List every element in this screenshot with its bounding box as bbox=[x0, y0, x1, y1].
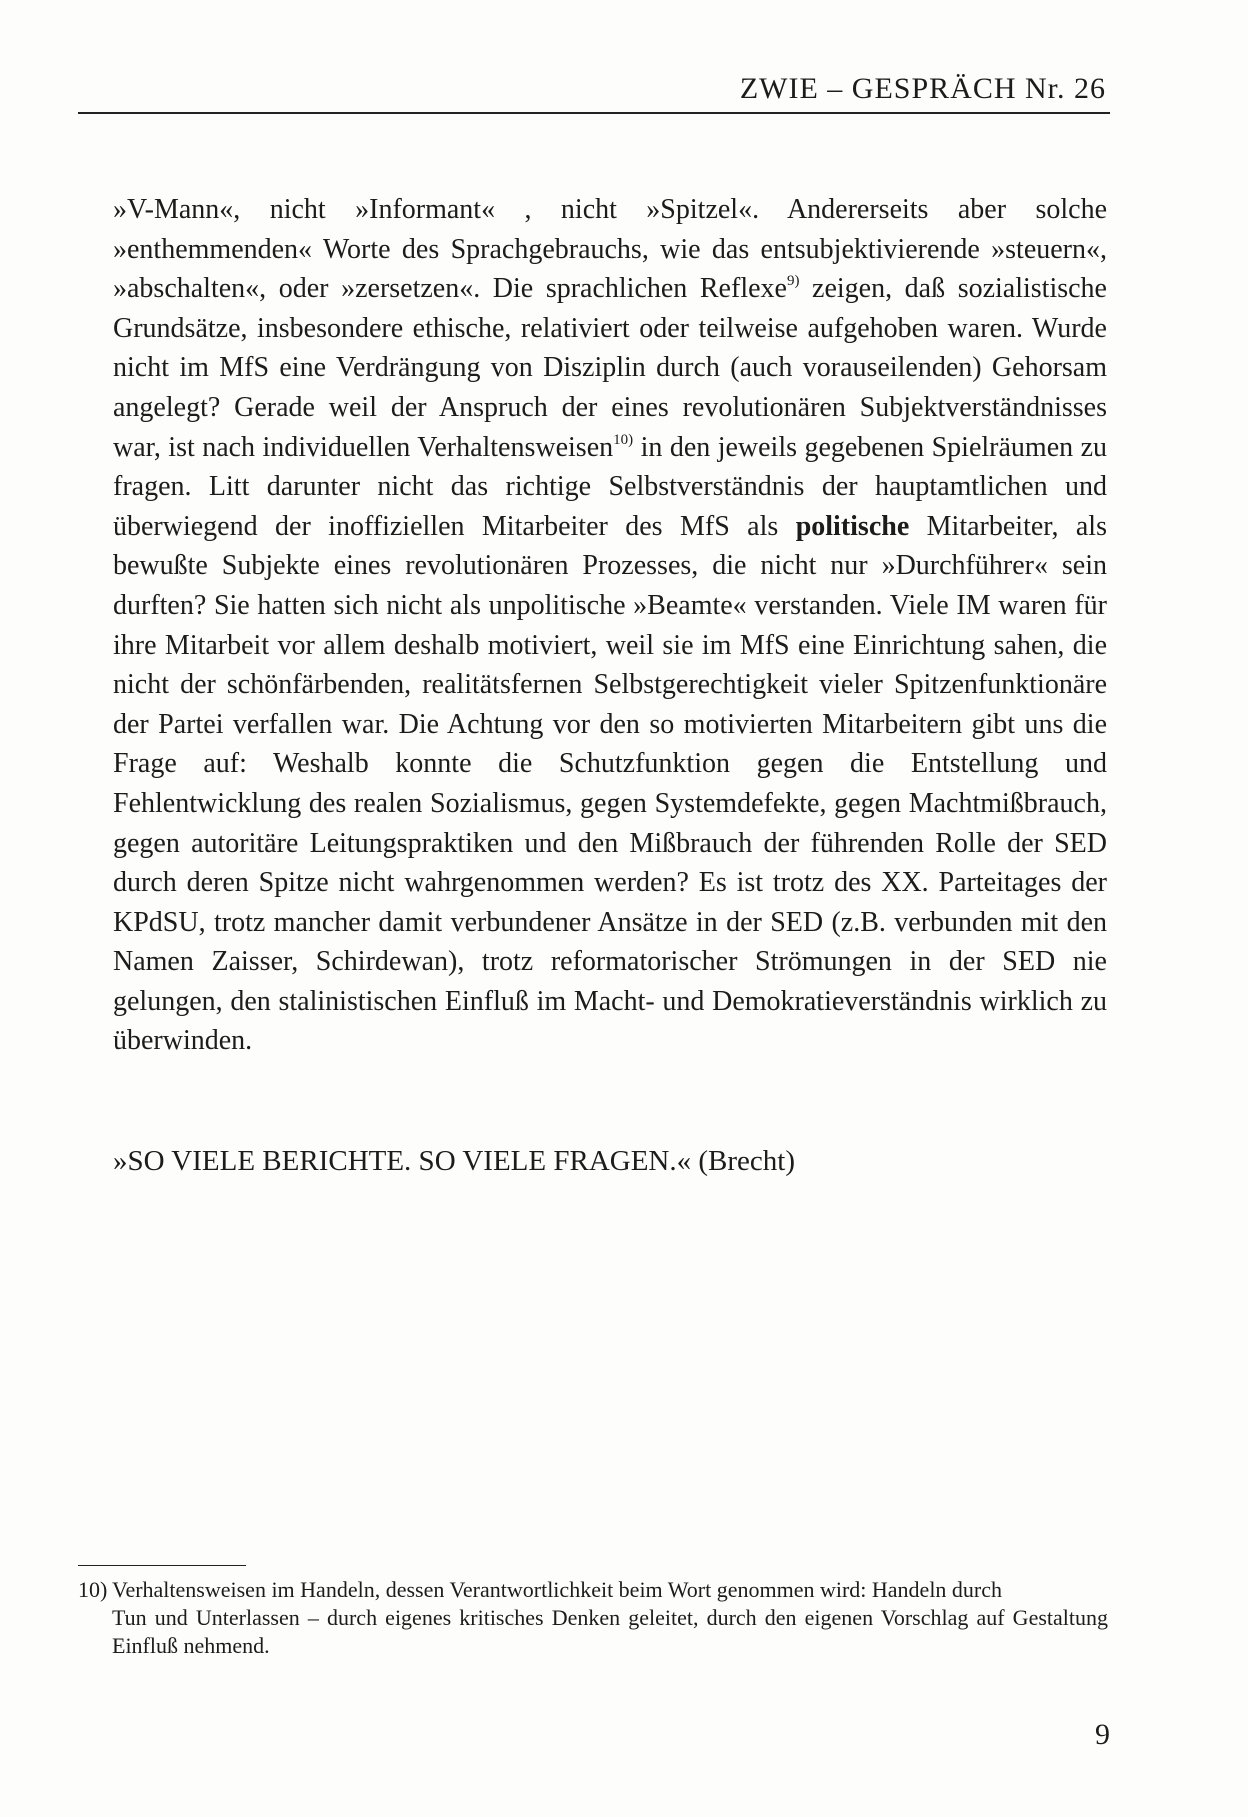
footnote-divider bbox=[78, 1565, 246, 1566]
body-text-part-1: »V-Mann«, nicht »Informant« , nicht »Spitzel«. Andererseits aber solche »enthemmenden« Worte des Sprachgebrauchs, wie das entsubjektivierende »steuern«, »abschalten«, oder »zersetzen«. Die sprachlichen Reflexe bbox=[113, 194, 1107, 305]
page-number: 9 bbox=[1095, 1718, 1110, 1751]
footnote-continuation: Tun und Unterlassen – durch eigenes kritisches Denken geleitet, durch den eigenen Vorschlag auf Gestaltung Einfluß nehmend. bbox=[112, 1605, 1108, 1658]
body-text-part-3: in den jeweils gegebenen Spielräumen zu fragen. Litt darunter nicht das richtige Selbstverständnis der hauptamtlichen und überwiegend der inoffiziellen Mitarbeiter des MfS als bbox=[113, 431, 1107, 542]
running-header bbox=[78, 74, 1110, 114]
body-paragraph bbox=[113, 190, 1107, 1061]
bold-word: politische bbox=[795, 510, 910, 542]
footnote-10 bbox=[78, 1576, 1108, 1660]
running-title: ZWIE – GESPRÄCH Nr. 26 bbox=[739, 72, 1106, 105]
body-text-part-4: Mitarbeiter, als bewußte Subjekte eines revolutionären Prozesses, die nicht nur »Durchführer« sein durften? Sie hatten sich nicht als unpolitische »Beamte« verstanden. Viele IM waren für ihre Mitarbeit vor allem deshalb motiviert, weil sie im MfS eine Einrichtung sahen, die nicht der schönfärbenden, realitätsfernen Selbstgerechtigkeit vieler Spitzenfunktionäre der Partei verfallen war. Die Achtung vor den so motivierten Mitarbeitern gibt uns die Frage auf: Weshalb konnte die Schutzfunktion gegen die Entstellung und Fehlentwicklung des realen Sozialismus, gegen Systemdefekte, gegen Machtmißbrauch, gegen autoritäre Leitungspraktiken und den Mißbrauch der führenden Rolle der SED durch deren Spitze nicht wahrgenommen werden? Es ist trotz des XX. Parteitages der KPdSU, trotz mancher damit verbundener Ansätze in der SED (z.B. verbunden mit den Namen Zaisser, Schirdewan), trotz reformatorischer Strömungen in der SED nie gelungen, den stalinistischen Einfluß im Macht- und Demokratieverständnis wirklich zu überwinden. bbox=[113, 510, 1107, 1057]
footnote-ref-10: 10) bbox=[613, 431, 634, 448]
quote-line: »SO VIELE BERICHTE. SO VIELE FRAGEN.« (Brecht) bbox=[113, 1145, 795, 1177]
footnote-line-1: Verhaltensweisen im Handeln, dessen Verantwortlichkeit beim Wort genommen wird: Handeln durch bbox=[112, 1577, 1003, 1602]
body-text-part-2: zeigen, daß sozialistische Grundsätze, insbesondere ethische, relativiert oder teilweise aufgehoben waren. Wurde nicht im MfS eine Verdrängung von Disziplin durch (auch vorauseilenden) Gehorsam angelegt? Gerade weil der Anspruch der eines revolutionären Subjektverständnisses war, ist nach individuellen Verhaltensweisen bbox=[113, 273, 1107, 463]
footnote-ref-9: 9) bbox=[786, 273, 800, 290]
footnote-number: 10) bbox=[78, 1577, 108, 1602]
